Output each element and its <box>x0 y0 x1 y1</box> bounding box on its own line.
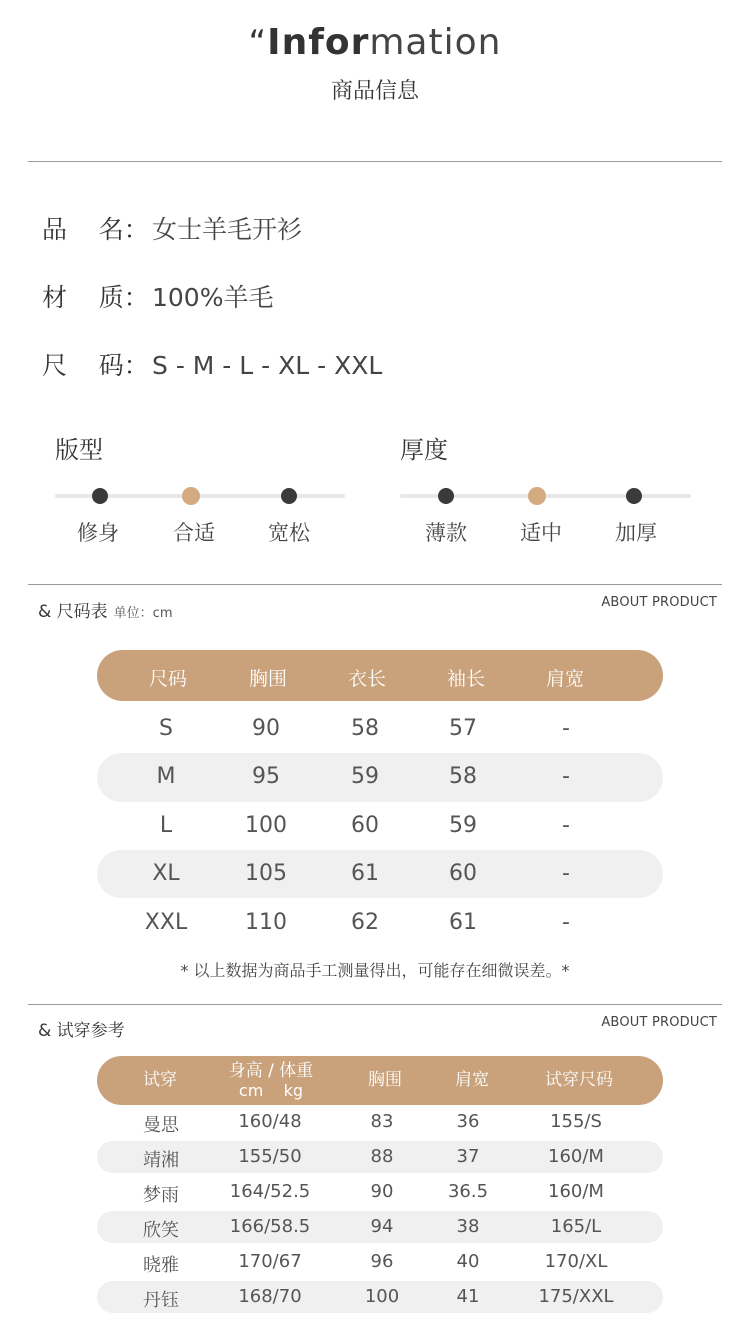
tryon-cell: 94 <box>370 1216 394 1237</box>
slider-label: 加厚 <box>615 521 657 545</box>
section-title-size <box>38 597 172 622</box>
divider-tryon <box>28 1004 722 1005</box>
size-cell: S <box>159 716 173 741</box>
tryon-cell: 40 <box>456 1251 480 1272</box>
slider-label: 适中 <box>520 521 562 545</box>
tryon-cell: 96 <box>370 1251 394 1272</box>
divider-size <box>28 584 722 585</box>
info-row-material <box>42 278 273 314</box>
tryon-header-main: 身高 / 体重 <box>228 1061 314 1081</box>
size-cell: 61 <box>449 910 477 935</box>
tryon-cell: 170/XL <box>544 1251 608 1272</box>
tryon-cell: 37 <box>456 1146 480 1167</box>
size-cell: - <box>562 716 570 741</box>
tryon-cell: 靖湘 <box>143 1150 179 1171</box>
tryon-cell: 100 <box>364 1286 400 1307</box>
tryon-cell: 38 <box>456 1216 480 1237</box>
tryon-header-units: cm kg <box>238 1081 304 1100</box>
tryon-cell: 晓雅 <box>143 1255 179 1276</box>
slider-dot-selected <box>528 487 546 505</box>
info-label: 尺 码： <box>42 351 149 380</box>
info-row-size <box>42 346 382 382</box>
size-cell: 58 <box>449 764 477 789</box>
size-cell: 100 <box>245 813 287 838</box>
slider-title-thickness: 厚度 <box>400 436 448 464</box>
size-header-cell: 尺码 <box>148 668 187 690</box>
tryon-cell: 梦雨 <box>143 1185 179 1206</box>
about-product-label: ABOUT PRODUCT <box>601 1015 717 1030</box>
info-label: 材 质： <box>42 283 149 312</box>
tryon-cell: 160/M <box>548 1146 604 1167</box>
tryon-cell: 丹钰 <box>143 1290 179 1311</box>
size-cell: 59 <box>351 764 379 789</box>
info-label: 品 名： <box>42 215 149 244</box>
size-header-cell: 衣长 <box>347 668 386 690</box>
title-light: mation <box>369 22 502 63</box>
size-header-cell: 胸围 <box>248 668 287 690</box>
size-cell: XL <box>152 861 180 886</box>
measurement-note: * 以上数据为商品手工测量得出，可能存在细微误差。* <box>180 961 570 980</box>
slider-title-fit: 版型 <box>55 436 103 464</box>
divider-top <box>28 161 722 162</box>
page-subtitle: 商品信息 <box>330 79 419 104</box>
size-cell: L <box>159 813 173 838</box>
size-cell: M <box>156 764 176 789</box>
slider-label: 修身 <box>77 521 119 545</box>
size-cell: - <box>562 813 570 838</box>
info-value: S - M - L - XL - XXL <box>152 351 383 380</box>
tryon-header-cell: 试穿 <box>143 1070 177 1090</box>
info-row-name <box>42 210 302 246</box>
size-cell: 90 <box>252 716 280 741</box>
tryon-cell: 88 <box>370 1146 394 1167</box>
size-cell: - <box>562 764 570 789</box>
tryon-cell: 155/S <box>550 1111 602 1132</box>
tryon-header-cell <box>211 1062 331 1100</box>
tryon-header-cell: 胸围 <box>368 1070 402 1090</box>
section-title-text: & 尺码表 <box>38 602 108 622</box>
tryon-cell: 90 <box>370 1181 394 1202</box>
size-cell: 59 <box>449 813 477 838</box>
size-cell: 60 <box>449 861 477 886</box>
slider-dot-selected <box>182 487 200 505</box>
tryon-cell: 160/48 <box>238 1111 302 1132</box>
size-cell: - <box>562 910 570 935</box>
size-cell: 58 <box>351 716 379 741</box>
tryon-cell: 36.5 <box>447 1181 489 1202</box>
tryon-cell: 155/50 <box>238 1146 302 1167</box>
tryon-cell: 曼思 <box>143 1115 179 1136</box>
size-cell: 105 <box>245 861 287 886</box>
info-value: 100%羊毛 <box>152 283 274 312</box>
slider-label: 宽松 <box>268 521 310 545</box>
size-cell: - <box>562 861 570 886</box>
size-cell: 110 <box>245 910 287 935</box>
size-cell: 61 <box>351 861 379 886</box>
tryon-cell: 83 <box>370 1111 394 1132</box>
title-bold: Infor <box>267 22 370 63</box>
size-cell: 57 <box>449 716 477 741</box>
tryon-cell: 166/58.5 <box>229 1216 311 1237</box>
info-value: 女士羊毛开衫 <box>152 215 303 244</box>
tryon-cell: 164/52.5 <box>229 1181 311 1202</box>
slider-dot <box>281 488 297 504</box>
tryon-cell: 170/67 <box>238 1251 302 1272</box>
slider-label: 合适 <box>173 521 215 545</box>
tryon-cell: 165/L <box>550 1216 602 1237</box>
size-cell: 62 <box>351 910 379 935</box>
tryon-cell: 175/XXL <box>538 1286 614 1307</box>
about-product-label: ABOUT PRODUCT <box>601 595 717 610</box>
tryon-cell: 160/M <box>548 1181 604 1202</box>
tryon-cell: 168/70 <box>238 1286 302 1307</box>
page-title <box>0 22 750 63</box>
size-header-cell: 袖长 <box>446 668 485 690</box>
size-cell: 95 <box>252 764 280 789</box>
slider-dot <box>626 488 642 504</box>
size-cell: XXL <box>144 910 188 935</box>
tryon-cell: 41 <box>456 1286 480 1307</box>
slider-dot <box>438 488 454 504</box>
slider-dot <box>92 488 108 504</box>
tryon-header-cell: 肩宽 <box>455 1070 489 1090</box>
size-header-cell: 肩宽 <box>545 668 584 690</box>
quote-mark: “ <box>248 23 268 63</box>
tryon-cell: 欣笑 <box>143 1220 179 1241</box>
size-cell: 60 <box>351 813 379 838</box>
unit-label: 单位：cm <box>113 606 173 621</box>
slider-label: 薄款 <box>425 521 467 545</box>
tryon-header-cell: 试穿尺码 <box>545 1070 613 1090</box>
tryon-cell: 36 <box>456 1111 480 1132</box>
section-title-tryon: & 试穿参考 <box>38 1021 125 1041</box>
